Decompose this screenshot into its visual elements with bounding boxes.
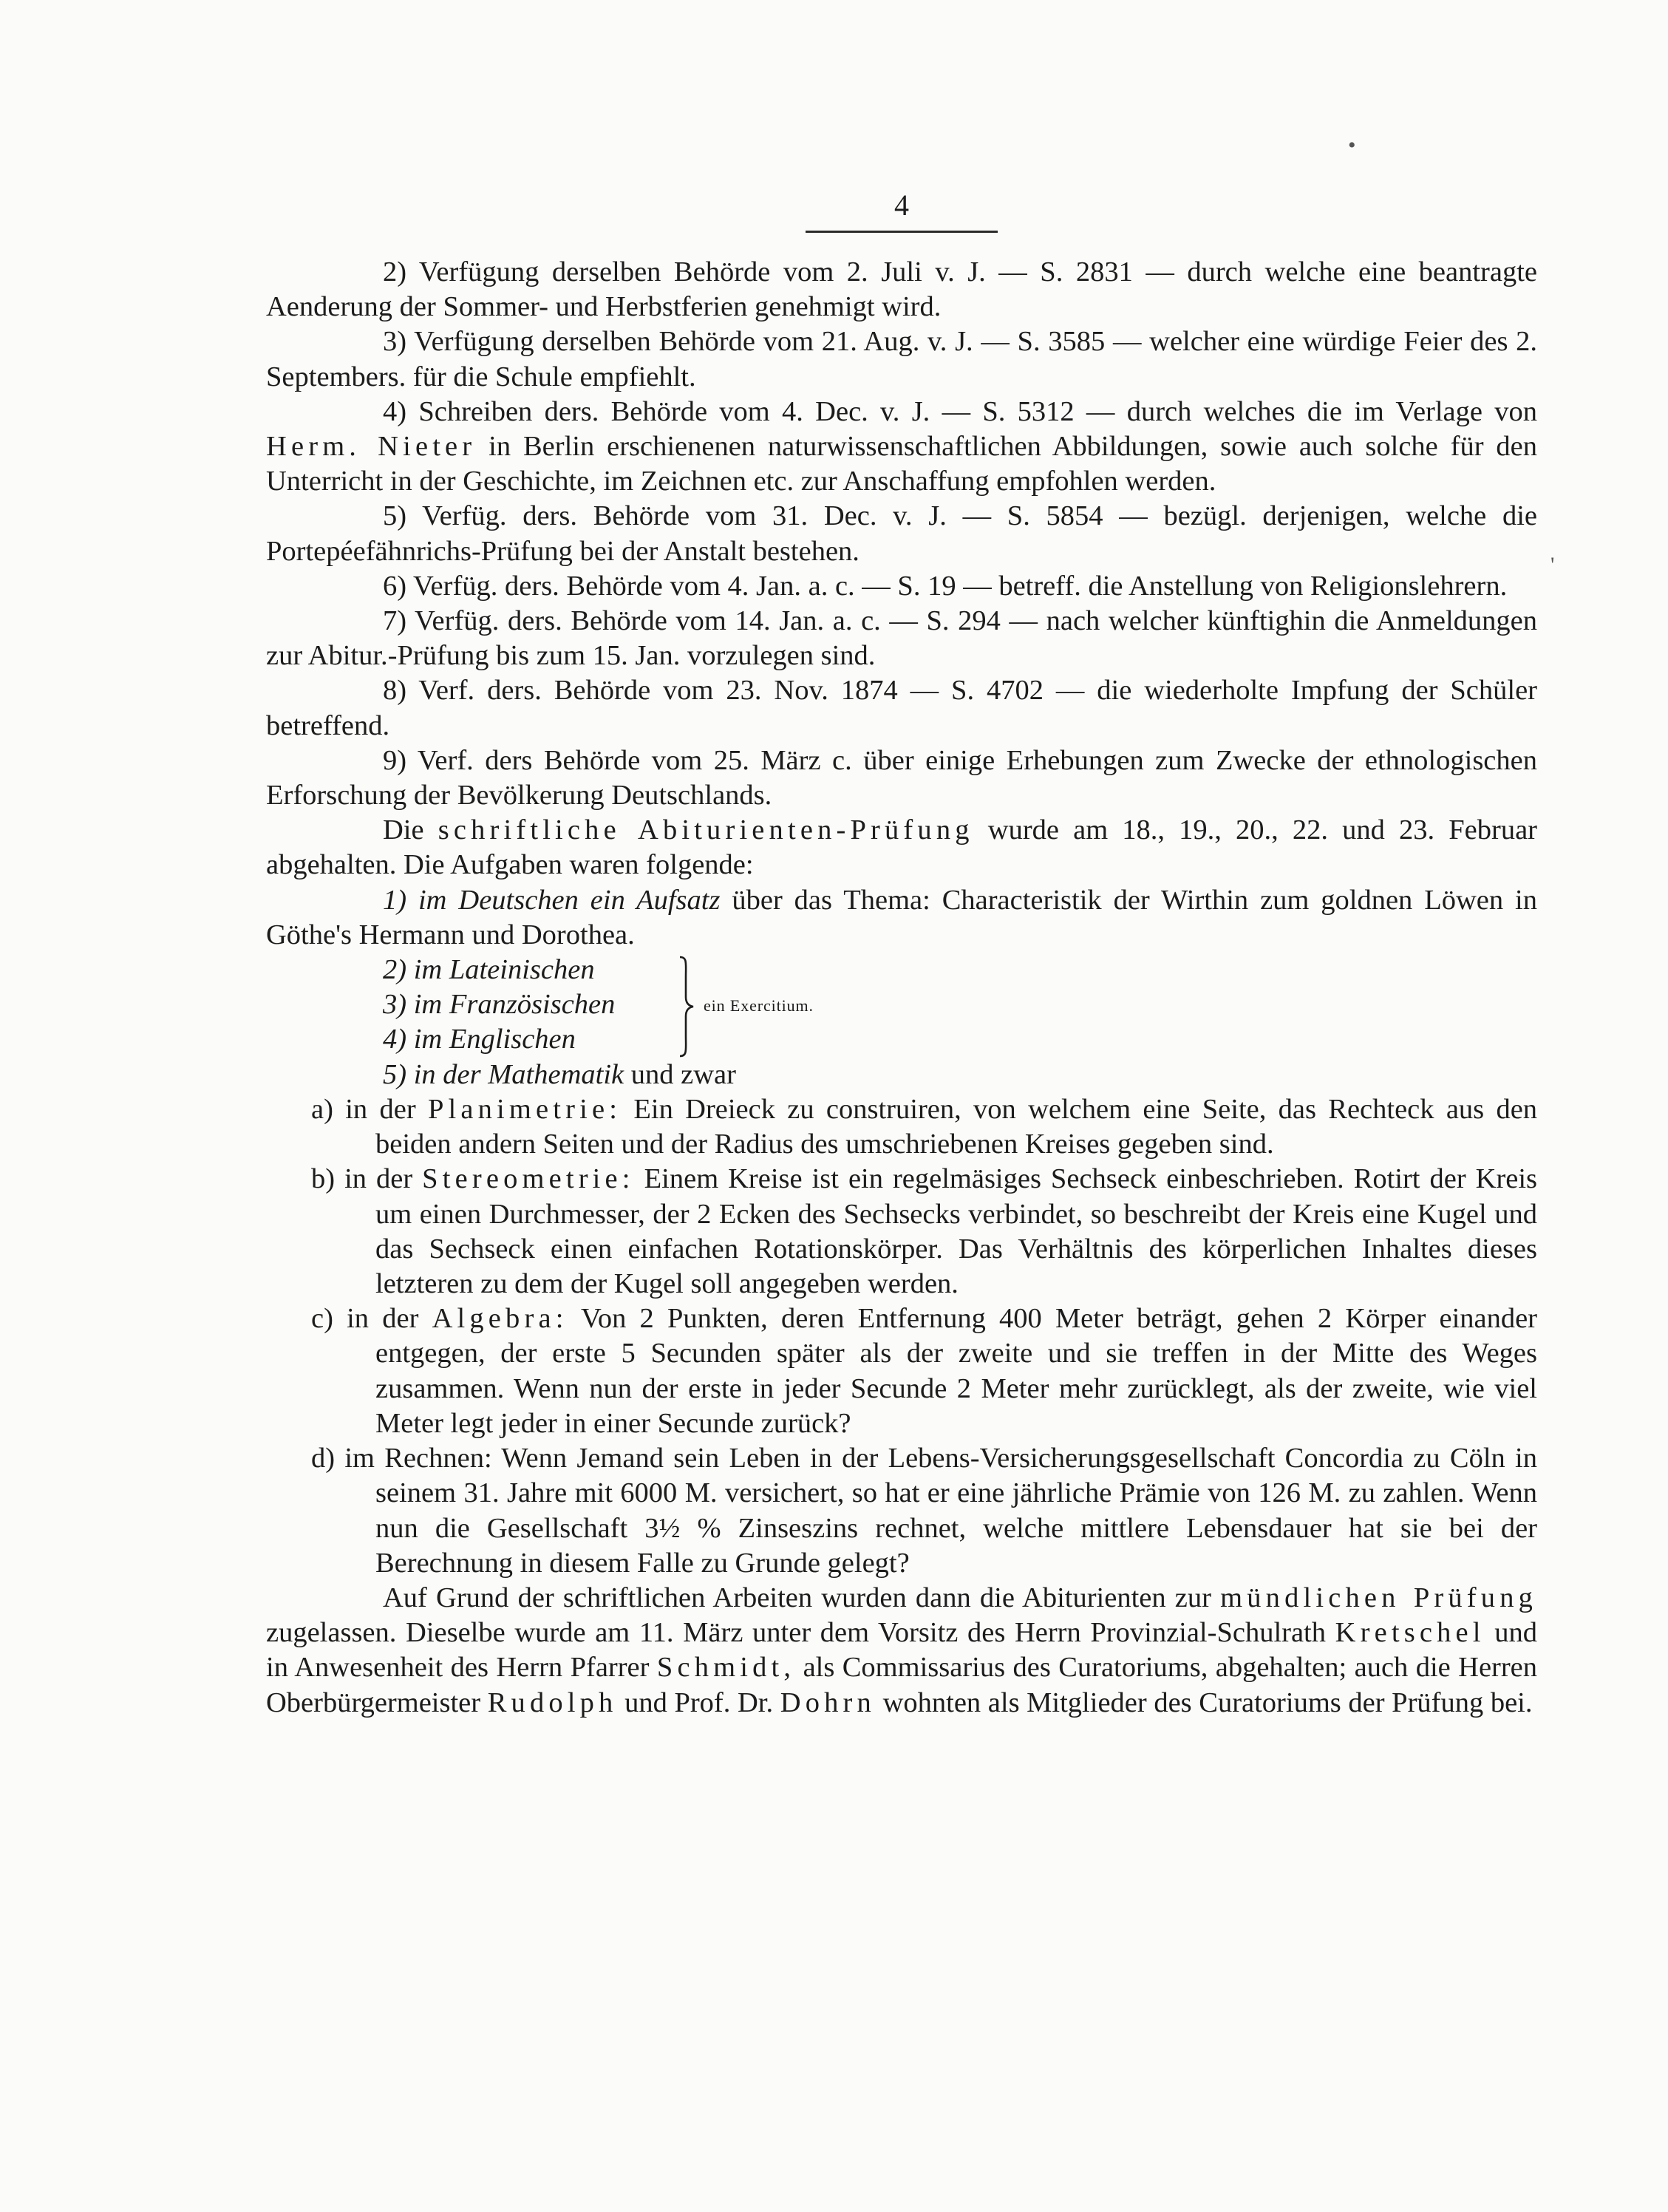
math-task-c-subject: Algebra: — [432, 1303, 568, 1335]
item-2 — [266, 255, 1537, 324]
math-task-d-text: Wenn Jemand sein Leben in der Lebens-Versicherungsgesellschaft Concordia zu Cöln in seinem 31. Jahre mit 6000 M. versichert, so hat er eine jährliche Prämie von 126 M. zu zahlen. Wenn nun die Gesellschaft 3½ % Zinseszins rechnet, welche mittlere Lebensdauer hat sie bei der Berechnung in diesem Falle zu Grunde gelegt? — [375, 1443, 1537, 1579]
item-5-num: 5) — [383, 500, 407, 532]
item-9-num: 9) — [383, 744, 407, 776]
item-5-text: Verfüg. ders. Behörde vom 31. Dec. v. J. — S. 5854 — bezügl. derjenigen, welche die Portepéefähnrichs-Prüfung bei der Anstalt bestehen. — [266, 500, 1537, 567]
page-number-rule — [806, 231, 998, 233]
math-task-a-subject: Planimetrie: — [427, 1094, 622, 1126]
item-3-num: 3) — [383, 326, 407, 358]
math-task-b-letter: b) — [311, 1163, 336, 1195]
math-task-d — [266, 1441, 1537, 1581]
margin-mark: ' — [1550, 553, 1555, 577]
item-4-pre: Schreiben ders. Behörde vom 4. Dec. v. J. — S. 5312 — durch welches die im Verlage von — [418, 395, 1538, 427]
oral-exam-title: mündlichen Prüfung — [1220, 1582, 1538, 1613]
item-2-num: 2) — [383, 256, 407, 287]
name-dohrn: Dohrn — [780, 1687, 876, 1718]
math-task-d-pre: im — [344, 1443, 375, 1474]
item-4-num: 4) — [383, 395, 407, 427]
item-9 — [266, 743, 1537, 813]
exercise-label: ein Exercitium. — [704, 996, 814, 1015]
task-math — [383, 1058, 736, 1092]
math-task-c-pre: in der — [347, 1303, 419, 1335]
task-german-label: 1) im Deutschen ein Aufsatz — [383, 884, 721, 916]
item-2-text: Verfügung derselben Behörde vom 2. Juli v. J. — S. 2831 — durch welche eine beantragte Aenderung der Sommer- und Herbstferien genehmigt wird. — [266, 256, 1537, 323]
math-task-a-letter: a) — [311, 1094, 333, 1126]
item-6-num: 6) — [383, 570, 407, 602]
language-tasks — [266, 953, 1537, 1092]
item-3-text: Verfügung derselben Behörde vom 21. Aug. v. J. — S. 3585 — welcher eine würdige Feier des 2. Septembers. für die Schule empfiehlt. — [266, 326, 1537, 392]
written-exam-title: schriftliche Abiturienten-Prüfung — [438, 814, 974, 846]
item-8-num: 8) — [383, 675, 407, 707]
item-6 — [266, 569, 1537, 604]
math-task-b-subject: Stereometrie: — [422, 1163, 635, 1195]
written-exam-pre: Die — [383, 814, 424, 846]
task-math-label: 5) in der Mathematik — [383, 1059, 624, 1091]
oral-text-3: und in Anwesenheit des Herrn Pfarrer — [266, 1617, 1538, 1684]
math-task-c-letter: c) — [311, 1303, 333, 1335]
math-task-b-text: Einem Kreise ist ein regelmäsiges Sechseck einbeschrieben. Rotirt der Kreis um einen Durchmesser, der 2 Ecken des Sechsecks verbindet, so beschreibt der Kreis eine Kugel und das Sechseck einen einfachen Rotationskörper. Das Verhältnis des körperlichen Inhaltes dieses letzteren zu dem der Kugel soll angegeben werden. — [375, 1163, 1538, 1300]
oral-text-6: wohnten als Mitglieder des Curatoriums der Prüfung bei. — [882, 1687, 1533, 1718]
task-german — [266, 883, 1537, 953]
item-5 — [266, 499, 1537, 568]
body-text — [266, 255, 1537, 1721]
curly-brace-icon — [678, 956, 695, 1058]
math-task-b-pre: in der — [344, 1163, 413, 1195]
name-rudolph: Rudolph — [487, 1687, 618, 1718]
math-task-c-text: Von 2 Punkten, deren Entfernung 400 Meter beträgt, gehen 2 Körper einander entgegen, der erste 5 Secunden später als der zweite und sie treffen in der Mitte des Weges zusammen. Wenn nun der erste in jeder Secunde 2 Meter mehr zurücklegt, als der zweite, wie viel Meter legt jeder in einer Secunde zurück? — [375, 1303, 1538, 1439]
written-exam-post: wurde am 18., 19., 20., 22. und 23. Februar abgehalten. Die Aufgaben waren folgende: — [266, 814, 1537, 881]
item-6-text: Verfüg. ders. Behörde vom 4. Jan. a. c. — S. 19 — betreff. die Anstellung von Religionslehrern. — [413, 570, 1508, 602]
math-task-a — [266, 1092, 1537, 1162]
math-task-a-text: Ein Dreieck zu construiren, von welchem eine Seite, das Rechteck aus den beiden andern Seiten und der Radius des umschriebenen Kreises gegeben sind. — [375, 1094, 1538, 1160]
oral-text-5: und Prof. Dr. — [624, 1687, 774, 1718]
math-task-c — [266, 1301, 1537, 1441]
task-latin: 2) im Lateinischen — [383, 954, 595, 986]
oral-text-1: Auf Grund der schriftlichen Arbeiten wurden dann die Abiturienten zur — [383, 1582, 1211, 1613]
oral-exam-paragraph — [266, 1581, 1537, 1721]
item-7 — [266, 604, 1537, 673]
math-task-d-subject: Rechnen: — [384, 1443, 492, 1474]
written-exam-paragraph — [266, 813, 1537, 882]
name-schmidt: Schmidt, — [656, 1652, 796, 1684]
item-4-post: in Berlin erschienenen naturwissenschaftlichen Abbildungen, sowie auch solche für den Unterricht in der Geschichte, im Zeichnen etc. zur Anschaffung empfohlen werden. — [266, 431, 1538, 497]
item-7-num: 7) — [383, 605, 407, 637]
task-english: 4) im Englischen — [383, 1024, 576, 1055]
item-8-text: Verf. ders. Behörde vom 23. Nov. 1874 — S. 4702 — die wiederholte Impfung der Schüler betreffend. — [266, 675, 1537, 741]
oral-text-4: als Commissarius des Curatoriums, abgehalten; auch die Herren Oberbürgermeister — [266, 1652, 1538, 1718]
item-4 — [266, 395, 1537, 500]
task-french: 3) im Französischen — [383, 989, 616, 1021]
speck-mark: • — [1348, 133, 1356, 157]
item-9-text: Verf. ders Behörde vom 25. März c. über einige Erhebungen zum Zwecke der ethnologischen Erforschung der Bevölkerung Deutschlands. — [266, 744, 1537, 811]
page-number: 4 — [894, 188, 909, 222]
publisher-name: Herm. Nieter — [266, 431, 477, 463]
name-kretschel: Kretschel — [1335, 1617, 1485, 1649]
math-task-a-pre: in der — [345, 1094, 416, 1126]
math-task-b — [266, 1162, 1537, 1301]
math-task-d-letter: d) — [311, 1443, 336, 1474]
item-3 — [266, 324, 1537, 394]
oral-text-2: zugelassen. Dieselbe wurde am 11. März unter dem Vorsitz des Herrn Provinzial-Schulrath — [266, 1617, 1327, 1649]
item-7-text: Verfüg. ders. Behörde vom 14. Jan. a. c. — S. 294 — nach welcher künftighin die Anmeldungen zur Abitur.-Prüfung bis zum 15. Jan. vorzulegen sind. — [266, 605, 1537, 672]
task-german-text: über das Thema: Characteristik der Wirthin zum goldnen Löwen in Göthe's Hermann und Dorothea. — [266, 884, 1537, 950]
item-8 — [266, 673, 1537, 743]
task-math-post: und zwar — [630, 1059, 736, 1091]
